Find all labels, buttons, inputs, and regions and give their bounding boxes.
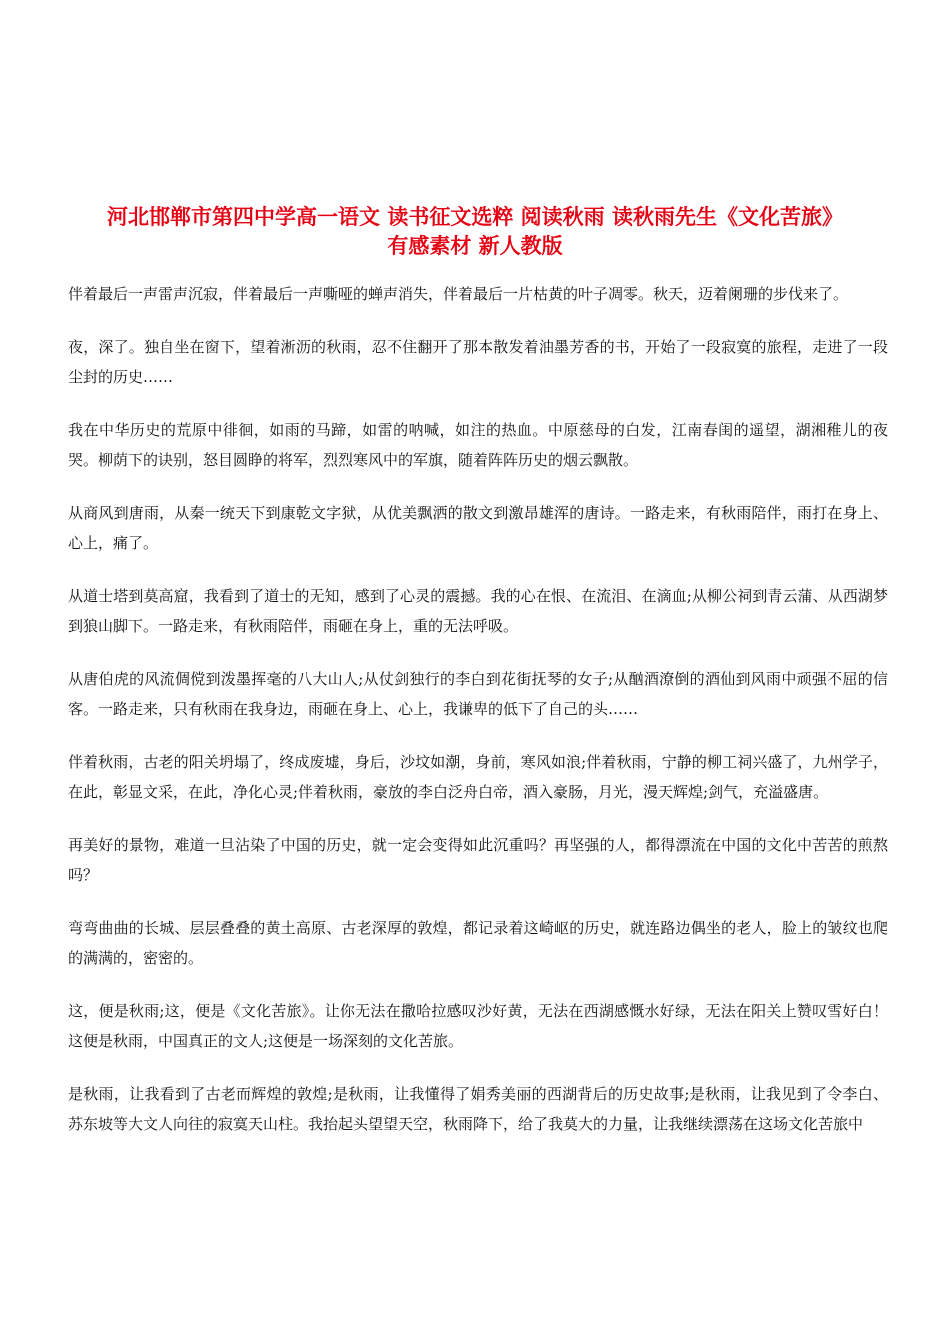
paragraph-3: 我在中华历史的荒原中徘徊，如雨的马蹄，如雷的呐喊，如注的热血。中原慈母的白发，江南春闺的遥望，湖湘稚儿的夜哭。柳荫下的诀别，怒目圆睁的将军，烈烈寒风中的军旗，随着阵阵历史的烟云飘散。 [68,421,888,469]
document-body [68,279,888,1162]
paragraph-9: 弯弯曲曲的长城、层层叠叠的黄土高原、古老深厚的敦煌，都记录着这崎岖的历史，就连路边偶坐的老人，脸上的皱纹也爬的满满的，密密的。 [68,919,888,967]
paragraph-11: 是秋雨，让我看到了古老而辉煌的敦煌;是秋雨，让我懂得了娟秀美丽的西湖背后的历史故事;是秋雨，让我见到了令李白、苏东坡等大文人向往的寂寞天山柱。我抬起头望望天空，秋雨降下，给了我莫大的力量，让我继续漂荡在这场文化苦旅中 [68,1085,888,1133]
paragraph-5: 从道士塔到莫高窟，我看到了道士的无知，感到了心灵的震撼。我的心在恨、在流泪、在滴血;从柳公祠到青云蒲、从西湖梦到狼山脚下。一路走来，有秋雨陪伴，雨砸在身上，重的无法呼吸。 [68,587,888,635]
paragraph-4: 从商风到唐雨，从秦一统天下到康乾文字狱，从优美飘洒的散文到激昂雄浑的唐诗。一路走来，有秋雨陪伴，雨打在身上、心上，痛了。 [68,504,888,552]
paragraph-2: 夜，深了。独自坐在窗下，望着淅沥的秋雨，忍不住翻开了那本散发着油墨芳香的书，开始了一段寂寞的旅程，走进了一段尘封的历史…… [68,338,888,386]
paragraph-7: 伴着秋雨，古老的阳关坍塌了，终成废墟，身后，沙坟如潮，身前，寒风如浪;伴着秋雨，宁静的柳工祠兴盛了，九州学子，在此，彰显文采，在此，净化心灵;伴着秋雨，豪放的李白泛舟白帝，酒入豪肠，月光，漫天辉煌;剑气，充溢盛唐。 [68,753,888,801]
paragraph-10: 这，便是秋雨;这，便是《文化苦旅》。让你无法在撒哈拉感叹沙好黄，无法在西湖感慨水好绿，无法在阳关上赞叹雪好白！这便是秋雨，中国真正的文人;这便是一场深刻的文化苦旅。 [68,1002,888,1050]
document-title [40,202,910,260]
title-line-2: 有感素材 新人教版 [387,233,563,258]
paragraph-1: 伴着最后一声雷声沉寂，伴着最后一声嘶哑的蝉声消失，伴着最后一片枯黄的叶子凋零。秋天，迈着阑珊的步伐来了。 [68,285,849,303]
paragraph-8: 再美好的景物，难道一旦沾染了中国的历史，就一定会变得如此沉重吗？再坚强的人，都得漂流在中国的文化中苦苦的煎熬吗？ [68,836,888,884]
paragraph-6: 从唐伯虎的风流倜傥到泼墨挥毫的八大山人;从仗剑独行的李白到花街抚琴的女子;从酗酒潦倒的酒仙到风雨中顽强不屈的信客。一路走来，只有秋雨在我身边，雨砸在身上、心上，我谦卑的低下了自己的头…… [68,670,888,718]
title-line-1: 河北邯郸市第四中学高一语文 读书征文选粹 阅读秋雨 读秋雨先生《文化苦旅》 [107,204,843,229]
